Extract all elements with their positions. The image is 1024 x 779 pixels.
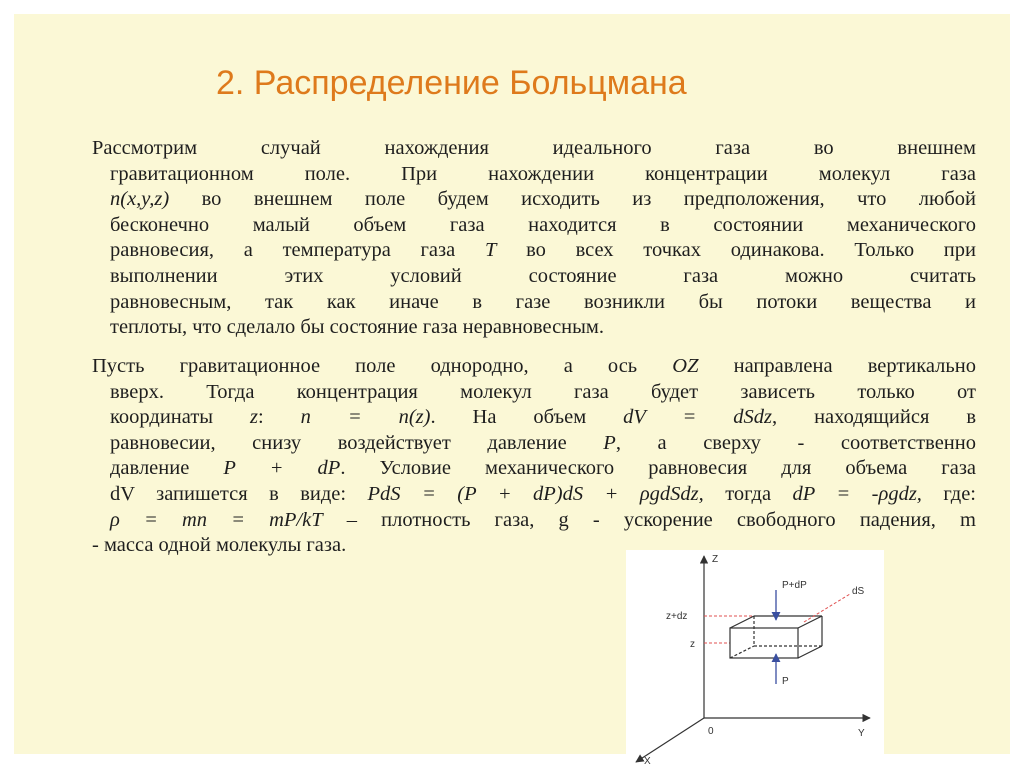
origin-label: 0 bbox=[708, 726, 714, 737]
formula: n = n(z) bbox=[300, 406, 431, 429]
text-line: координаты z: n = n(z). На объем dV = dSdz, находящийся в bbox=[110, 406, 977, 429]
axis-z-label: Z bbox=[712, 554, 719, 565]
ds-pointer-line bbox=[804, 594, 850, 622]
text-line: равновесии, снизу воздействует давление P, а сверху - соответственно bbox=[110, 431, 976, 454]
text-line: гравитационном поле. При нахождении концентрации молекул газа bbox=[110, 162, 976, 185]
gas-volume-diagram bbox=[626, 550, 884, 774]
text-line: ρ = mn = mP/kT – плотность газа, g - ускорение свободного падения, m bbox=[110, 508, 976, 531]
gas-volume-box bbox=[730, 616, 822, 658]
formula: P + dP bbox=[223, 457, 341, 480]
formula: ρ = mn = mP/kT bbox=[110, 508, 323, 531]
z-dz-label: z+dz bbox=[666, 611, 688, 622]
formula: PdS = (P + dP)dS + ρgdSdz, bbox=[367, 482, 704, 505]
paragraph-ideal-gas bbox=[92, 136, 976, 341]
ds-label: dS bbox=[852, 586, 865, 597]
text-line: выполнении этих условий состояние газа можно считать bbox=[110, 264, 976, 287]
p-label: P bbox=[782, 676, 789, 687]
formula: OZ bbox=[672, 355, 699, 377]
formula: n(x,y,z) bbox=[110, 188, 170, 211]
axis-y-label: Y bbox=[858, 728, 865, 739]
text-line: давление P + dP. Условие механического равновесия для объема газа bbox=[110, 457, 977, 480]
text-line: Рассмотрим случай нахождения идеального газа во внешнем bbox=[92, 137, 976, 159]
text-line: - масса одной молекулы газа. bbox=[92, 534, 347, 557]
text-line: равновесия, а температура газа T во всех точках одинакова. Только при bbox=[110, 239, 976, 262]
slide bbox=[14, 14, 1010, 767]
z-label: z bbox=[690, 639, 695, 650]
slide-title: 2. Распределение Больцмана bbox=[216, 64, 687, 102]
text-line: вверх. Тогда концентрация молекул газа будет зависеть только от bbox=[110, 380, 976, 403]
formula: T bbox=[484, 239, 497, 262]
text-line: n(x,y,z) во внешнем поле будем исходить из предположения, что любой bbox=[110, 188, 976, 211]
text-line: dV запишется в виде: PdS = (P + dP)dS + ρgdSdz, тогда dP = -ρgdz, где: bbox=[110, 482, 976, 505]
text-line: Пусть гравитационное поле однородно, а ось OZ направлена вертикально bbox=[92, 355, 976, 377]
text-line: теплоты, что сделало бы состояние газа неравновесным. bbox=[110, 316, 605, 339]
paragraph-gravity-field bbox=[92, 354, 976, 559]
text-line: бесконечно малый объем газа находится в состоянии механического bbox=[110, 213, 976, 236]
formula: dP = -ρgdz, bbox=[792, 482, 922, 505]
text-line: равновесным, так как иначе в газе возникли бы потоки вещества и bbox=[110, 290, 976, 313]
formula: dV = dSdz bbox=[623, 406, 773, 429]
p-dp-label: P+dP bbox=[782, 580, 807, 591]
axis-x-label: X bbox=[644, 756, 651, 767]
